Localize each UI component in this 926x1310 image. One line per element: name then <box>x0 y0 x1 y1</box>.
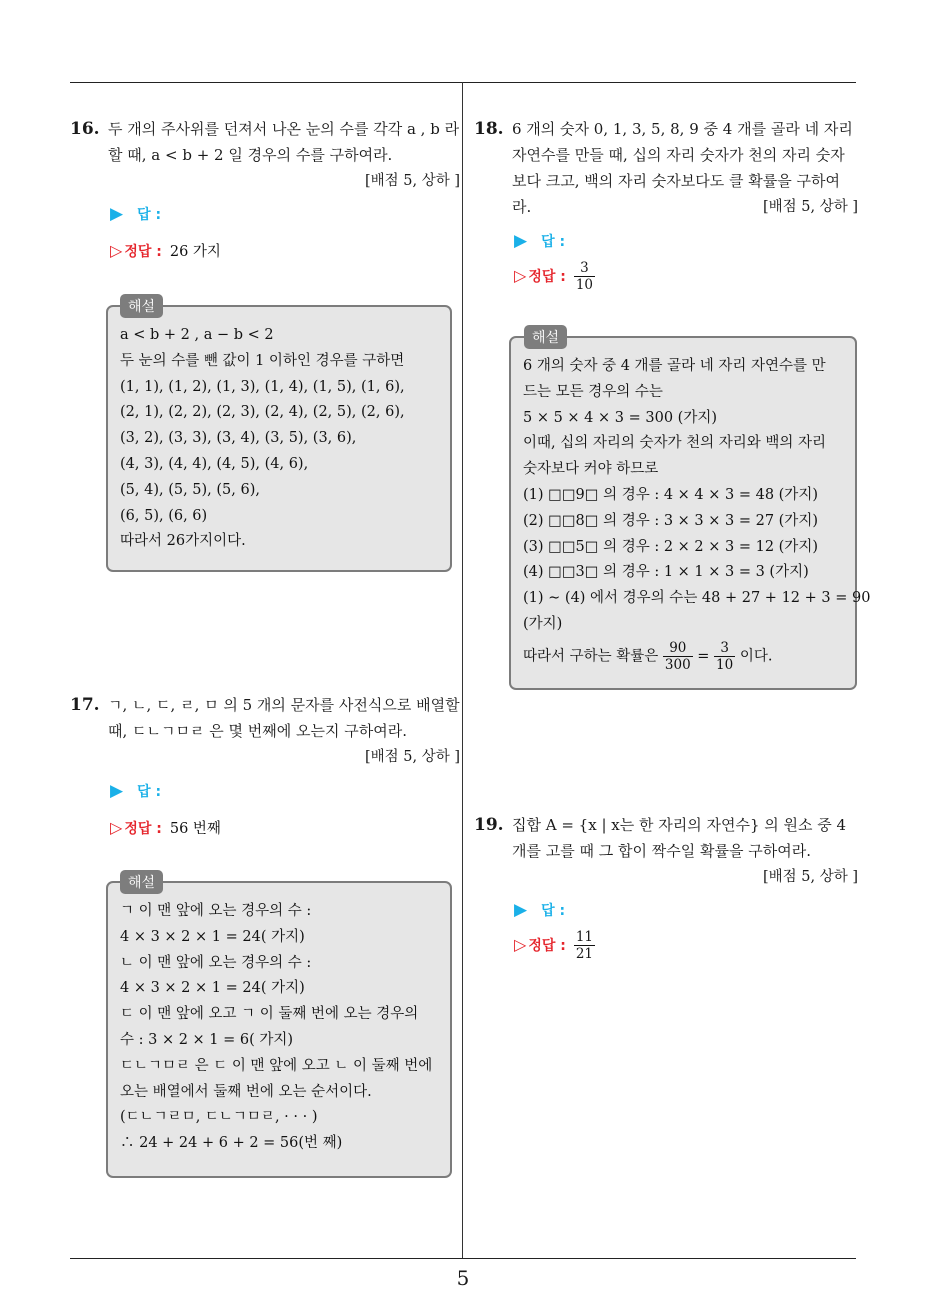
correct-line-19 <box>514 929 595 962</box>
outline-triangle-icon: ▷ <box>514 934 527 954</box>
correct-line-18 <box>514 260 595 293</box>
fraction-denominator: 10 <box>575 277 594 293</box>
problem-17 <box>70 692 460 770</box>
explanation-box-17 <box>106 881 452 1178</box>
problem-number: 16. <box>70 119 100 139</box>
equals-sign: = <box>697 648 710 665</box>
explain-line: a < b + 2 , a − b < 2 <box>120 327 274 343</box>
problem-meta: [배점 5, 상하 ] <box>762 199 858 215</box>
fraction-denominator: 300 <box>664 656 691 673</box>
explain-line: 수 : 3 × 2 × 1 = 6( 가지) <box>120 1031 294 1048</box>
explain-line: ∴ 24 + 24 + 6 + 2 = 56(번 째) <box>120 1135 343 1152</box>
outline-triangle-icon: ▷ <box>110 818 123 837</box>
explain-final-line <box>523 640 845 673</box>
explain-line: 6 개의 숫자 중 4 개를 골라 네 자리 자연수를 만 <box>523 358 826 374</box>
fraction-numerator: 90 <box>663 640 693 657</box>
explain-line: (가지) <box>523 615 563 632</box>
correct-answer-fraction <box>574 260 595 293</box>
answer-line-19 <box>514 900 565 920</box>
problem-meta: [배점 5, 상하 ] <box>762 869 858 885</box>
explain-line: ㄴ 이 맨 앞에 오는 경우의 수 : <box>120 954 312 971</box>
play-arrow-icon: ▶ <box>110 204 124 224</box>
explain-line: 5 × 5 × 4 × 3 = 300 (가지) <box>523 409 717 426</box>
fraction <box>663 640 693 673</box>
explain-line: (1) ∼ (4) 에서 경우의 수는 48 + 27 + 12 + 3 = 90 <box>523 590 871 607</box>
explain-line: 이때, 십의 자리의 숫자가 천의 자리와 백의 자리 <box>523 435 827 452</box>
problem-text: 두 개의 주사위를 던져서 나온 눈의 수를 각각 a , b 라 할 때, a < b + 2 일 경우의 수를 구하여라. <box>108 120 460 164</box>
explanation-box-16 <box>106 305 452 572</box>
fraction-numerator: 3 <box>714 640 735 657</box>
column-divider <box>462 82 463 1258</box>
answer-label: 답 : <box>541 234 566 250</box>
correct-answer: 56 번째 <box>169 821 221 837</box>
correct-answer-fraction <box>574 929 595 962</box>
explain-line: (5, 4), (5, 5), (5, 6), <box>120 481 260 498</box>
page-number: 5 <box>456 1266 470 1290</box>
problem-number: 17. <box>70 695 100 715</box>
explain-line: 오는 배열에서 둘째 번에 오는 순서이다. <box>120 1083 372 1100</box>
problem-number: 19. <box>474 815 504 835</box>
explain-line: (ㄷㄴㄱㄹㅁ, ㄷㄴㄱㅁㄹ, · · · ) <box>120 1109 318 1126</box>
correct-answer: 26 가지 <box>169 244 221 260</box>
answer-label: 답 : <box>541 903 566 919</box>
fraction-numerator: 3 <box>574 260 595 277</box>
explanation-box-18 <box>509 336 871 690</box>
correct-label: 정답 : <box>528 937 566 954</box>
explanation-tag: 해설 <box>524 325 567 349</box>
explain-line: (6, 5), (6, 6) <box>120 507 208 524</box>
correct-label: 정답 : <box>528 268 566 285</box>
problem-meta: [배점 5, 상하 ] <box>364 749 460 765</box>
explain-line: ㄷㄴㄱㅁㄹ 은 ㄷ 이 맨 앞에 오고 ㄴ 이 둘째 번에 <box>120 1057 433 1074</box>
fraction <box>714 640 735 673</box>
problem-meta: [배점 5, 상하 ] <box>364 173 460 189</box>
play-arrow-icon: ▶ <box>514 900 528 920</box>
explain-line: 두 눈의 수를 뺀 값이 1 이하인 경우를 구하면 <box>120 352 405 369</box>
explain-line: (1, 1), (1, 2), (1, 3), (1, 4), (1, 5), (1, 6), <box>120 378 405 395</box>
correct-label: 정답 : <box>124 244 162 260</box>
problem-text: 6 개의 숫자 0, 1, 3, 5, 8, 9 중 4 개를 골라 네 자리 자연수를 만들 때, 십의 자리 숫자가 천의 자리 숫자보다 크고, 백의 자리 숫자보다도 클 확률을 구하여라. <box>512 120 853 216</box>
explain-line: ㄷ 이 맨 앞에 오고 ㄱ 이 둘째 번에 오는 경우의 <box>120 1006 419 1023</box>
correct-line-17 <box>110 817 221 838</box>
explain-line: 드는 모든 경우의 수는 <box>523 383 663 400</box>
fraction-numerator: 11 <box>575 929 594 945</box>
answer-line-16 <box>110 204 161 224</box>
final-suffix: 이다. <box>739 648 773 665</box>
explain-line: 4 × 3 × 2 × 1 = 24( 가지) <box>120 980 305 997</box>
explain-line: 숫자보다 커야 하므로 <box>523 461 659 478</box>
explain-line: (1) □□9□ 의 경우 : 4 × 4 × 3 = 48 (가지) <box>523 486 818 503</box>
answer-label: 답 : <box>137 207 162 223</box>
top-rule <box>70 82 856 83</box>
play-arrow-icon: ▶ <box>514 231 528 251</box>
explain-line: (4) □□3□ 의 경우 : 1 × 1 × 3 = 3 (가지) <box>523 564 809 581</box>
fraction-denominator: 21 <box>575 946 594 962</box>
fraction-denominator: 10 <box>716 656 734 673</box>
outline-triangle-icon: ▷ <box>110 241 123 260</box>
explain-line: (2, 1), (2, 2), (2, 3), (2, 4), (2, 5), (2, 6), <box>120 404 405 421</box>
answer-line-17 <box>110 781 161 801</box>
outline-triangle-icon: ▷ <box>514 265 527 285</box>
problem-number: 18. <box>474 119 504 139</box>
play-arrow-icon: ▶ <box>110 781 124 801</box>
explain-line: (2) □□8□ 의 경우 : 3 × 3 × 3 = 27 (가지) <box>523 512 818 529</box>
explain-line: (3) □□5□ 의 경우 : 2 × 2 × 3 = 12 (가지) <box>523 538 818 555</box>
explain-line: ㄱ 이 맨 앞에 오는 경우의 수 : <box>120 903 312 919</box>
final-prefix: 따라서 구하는 확률은 <box>523 648 659 665</box>
correct-label: 정답 : <box>124 821 162 837</box>
problem-text: 집합 A = {x | x는 한 자리의 자연수} 의 원소 중 4 개를 고를 때 그 합이 짝수일 확률을 구하여라. <box>512 816 847 860</box>
explain-line: 따라서 26가지이다. <box>120 533 246 550</box>
explanation-tag: 해설 <box>120 870 163 894</box>
problem-19 <box>474 812 858 890</box>
explain-line: (4, 3), (4, 4), (4, 5), (4, 6), <box>120 455 309 472</box>
answer-label: 답 : <box>137 784 162 800</box>
problem-18 <box>474 116 858 220</box>
bottom-rule <box>70 1258 856 1259</box>
explain-line: (3, 2), (3, 3), (3, 4), (3, 5), (3, 6), <box>120 430 357 447</box>
problem-16 <box>70 116 460 194</box>
explain-line: 4 × 3 × 2 × 1 = 24( 가지) <box>120 928 305 945</box>
explanation-tag: 해설 <box>120 294 163 318</box>
answer-line-18 <box>514 231 565 251</box>
correct-line-16 <box>110 240 221 261</box>
problem-text: ㄱ, ㄴ, ㄷ, ㄹ, ㅁ 의 5 개의 문자를 사전식으로 배열할 때, ㄷㄴㄱㅁㄹ 은 몇 번째에 오는지 구하여라. <box>108 696 460 740</box>
